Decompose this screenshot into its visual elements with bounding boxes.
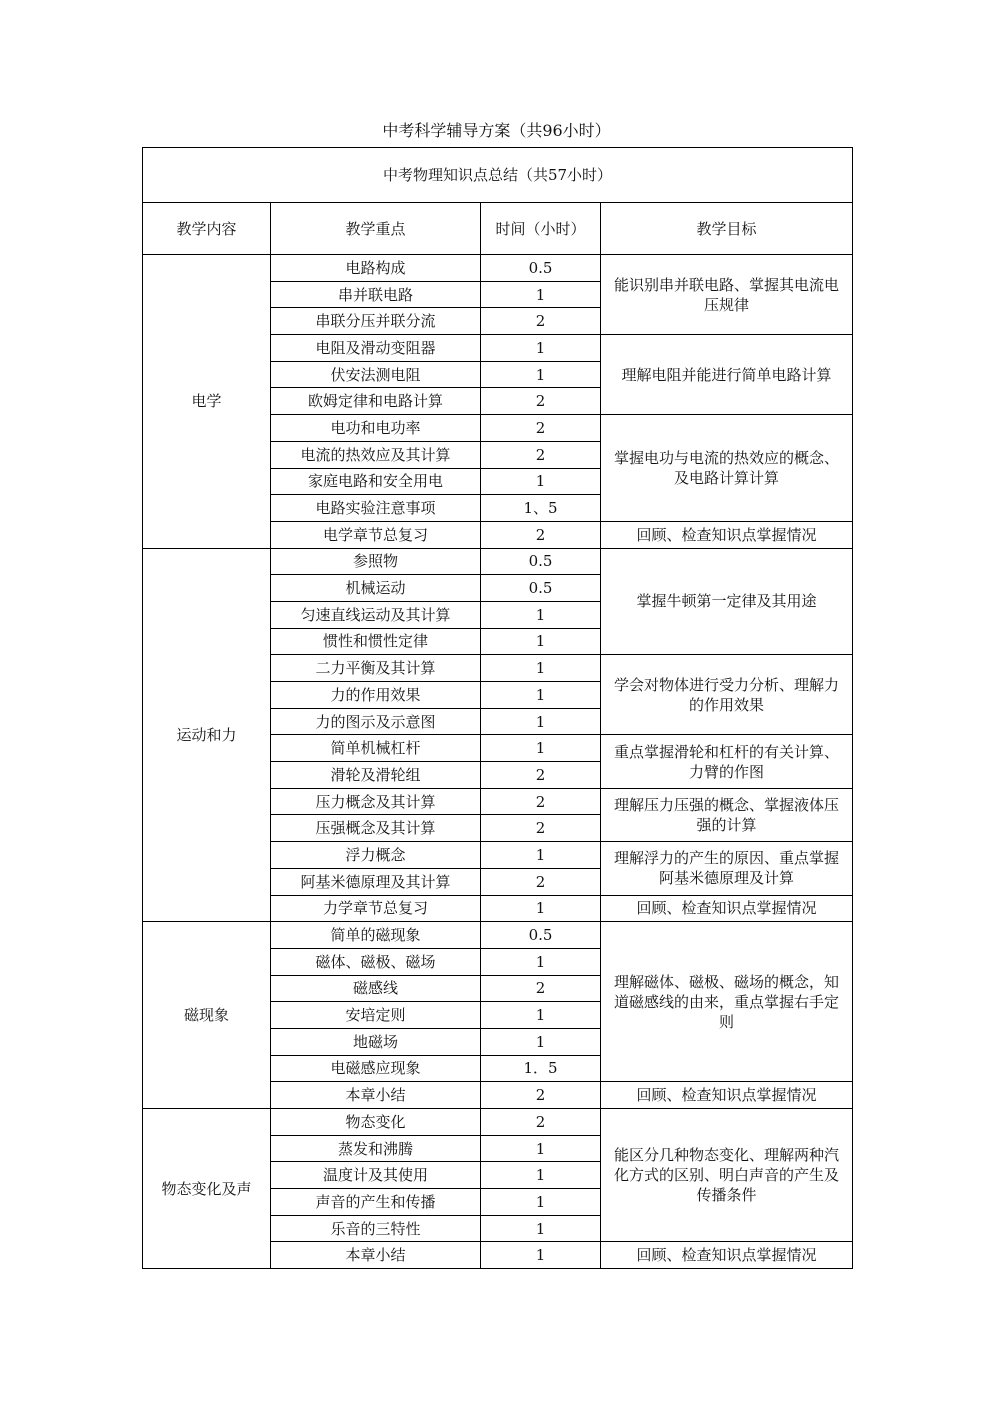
hours-cell: 2 [481,415,601,442]
topic-cell: 电流的热效应及其计算 [271,441,481,468]
hours-cell: 2 [481,308,601,335]
topic-cell: 电路实验注意事项 [271,495,481,522]
topic-cell: 简单机械杠杆 [271,735,481,762]
hours-cell: 1 [481,1028,601,1055]
table-row [143,255,853,282]
topic-cell: 阿基米德原理及其计算 [271,868,481,895]
tutoring-plan-table [142,147,853,1269]
hours-cell: 1 [481,735,601,762]
hours-cell: 1 [481,1162,601,1189]
hours-cell: 1 [481,601,601,628]
page-title: 中考科学辅导方案（共96小时） [382,121,611,140]
hours-cell: 1 [481,655,601,682]
header-time: 时间（小时） [481,203,601,255]
topic-cell: 滑轮及滑轮组 [271,762,481,789]
section-name: 磁现象 [143,922,271,1109]
hours-cell: 1 [481,842,601,869]
hours-cell: 1 [481,948,601,975]
topic-cell: 匀速直线运动及其计算 [271,601,481,628]
hours-cell: 1 [481,281,601,308]
hours-cell: 1 [481,335,601,362]
hours-cell: 1 [481,708,601,735]
goal-cell: 理解浮力的产生的原因、重点掌握阿基米德原理及计算 [601,842,853,895]
hours-cell: 0.5 [481,255,601,282]
topic-cell: 力学章节总复习 [271,895,481,922]
goal-cell: 回顾、检查知识点掌握情况 [601,521,853,548]
hours-cell: 1 [481,361,601,388]
table-row [143,1109,853,1136]
topic-cell: 声音的产生和传播 [271,1189,481,1216]
table-caption: 中考物理知识点总结（共57小时） [143,148,853,203]
hours-cell: 2 [481,1082,601,1109]
hours-cell: 2 [481,868,601,895]
topic-cell: 物态变化 [271,1109,481,1136]
section-name: 物态变化及声 [143,1109,271,1269]
topic-cell: 伏安法测电阻 [271,361,481,388]
topic-cell: 温度计及其使用 [271,1162,481,1189]
hours-cell: 1 [481,468,601,495]
goal-cell: 理解压力压强的概念、掌握液体压强的计算 [601,788,853,841]
goal-cell: 回顾、检查知识点掌握情况 [601,1242,853,1269]
topic-cell: 磁体、磁极、磁场 [271,948,481,975]
header-focus: 教学重点 [271,203,481,255]
hours-cell: 1 [481,1002,601,1029]
hours-cell: 1 [481,1189,601,1216]
topic-cell: 浮力概念 [271,842,481,869]
hours-cell: 2 [481,441,601,468]
hours-cell: 2 [481,1109,601,1136]
topic-cell: 力的图示及示意图 [271,708,481,735]
section-name: 运动和力 [143,548,271,922]
topic-cell: 蒸发和沸腾 [271,1135,481,1162]
topic-cell: 力的作用效果 [271,682,481,709]
topic-cell: 串并联电路 [271,281,481,308]
hours-cell: 2 [481,975,601,1002]
hours-cell: 0.5 [481,922,601,949]
table-row [143,922,853,949]
topic-cell: 本章小结 [271,1242,481,1269]
topic-cell: 简单的磁现象 [271,922,481,949]
goal-cell: 理解电阻并能进行简单电路计算 [601,335,853,415]
goal-cell: 回顾、检查知识点掌握情况 [601,895,853,922]
table-caption-row [143,148,853,203]
hours-cell: 1 [481,1215,601,1242]
topic-cell: 压强概念及其计算 [271,815,481,842]
goal-cell: 学会对物体进行受力分析、理解力的作用效果 [601,655,853,735]
hours-cell: 1 [481,628,601,655]
hours-cell: 1 [481,1242,601,1269]
hours-cell: 1．5 [481,1055,601,1082]
hours-cell: 1 [481,895,601,922]
hours-cell: 2 [481,788,601,815]
header-goal: 教学目标 [601,203,853,255]
topic-cell: 乐音的三特性 [271,1215,481,1242]
goal-cell: 能区分几种物态变化、理解两种汽化方式的区别、明白声音的产生及传播条件 [601,1109,853,1242]
topic-cell: 惯性和惯性定律 [271,628,481,655]
topic-cell: 电学章节总复习 [271,521,481,548]
goal-cell: 掌握牛顿第一定律及其用途 [601,548,853,655]
goal-cell: 重点掌握滑轮和杠杆的有关计算、力臂的作图 [601,735,853,788]
topic-cell: 串联分压并联分流 [271,308,481,335]
topic-cell: 电路构成 [271,255,481,282]
topic-cell: 安培定则 [271,1002,481,1029]
topic-cell: 二力平衡及其计算 [271,655,481,682]
hours-cell: 1、5 [481,495,601,522]
header-content: 教学内容 [143,203,271,255]
hours-cell: 1 [481,1135,601,1162]
goal-cell: 能识别串并联电路、掌握其电流电压规律 [601,255,853,335]
topic-cell: 家庭电路和安全用电 [271,468,481,495]
hours-cell: 2 [481,815,601,842]
topic-cell: 电阻及滑动变阻器 [271,335,481,362]
hours-cell: 0.5 [481,548,601,575]
hours-cell: 2 [481,521,601,548]
topic-cell: 磁感线 [271,975,481,1002]
topic-cell: 压力概念及其计算 [271,788,481,815]
goal-cell: 掌握电功与电流的热效应的概念、及电路计算计算 [601,415,853,522]
goal-cell: 回顾、检查知识点掌握情况 [601,1082,853,1109]
topic-cell: 欧姆定律和电路计算 [271,388,481,415]
topic-cell: 本章小结 [271,1082,481,1109]
topic-cell: 机械运动 [271,575,481,602]
hours-cell: 1 [481,682,601,709]
topic-cell: 电磁感应现象 [271,1055,481,1082]
topic-cell: 参照物 [271,548,481,575]
section-name: 电学 [143,255,271,549]
topic-cell: 地磁场 [271,1028,481,1055]
header-row [143,203,853,255]
hours-cell: 2 [481,388,601,415]
table-row [143,548,853,575]
topic-cell: 电功和电功率 [271,415,481,442]
hours-cell: 0.5 [481,575,601,602]
goal-cell: 理解磁体、磁极、磁场的概念，知道磁感线的由来，重点掌握右手定则 [601,922,853,1082]
hours-cell: 2 [481,762,601,789]
